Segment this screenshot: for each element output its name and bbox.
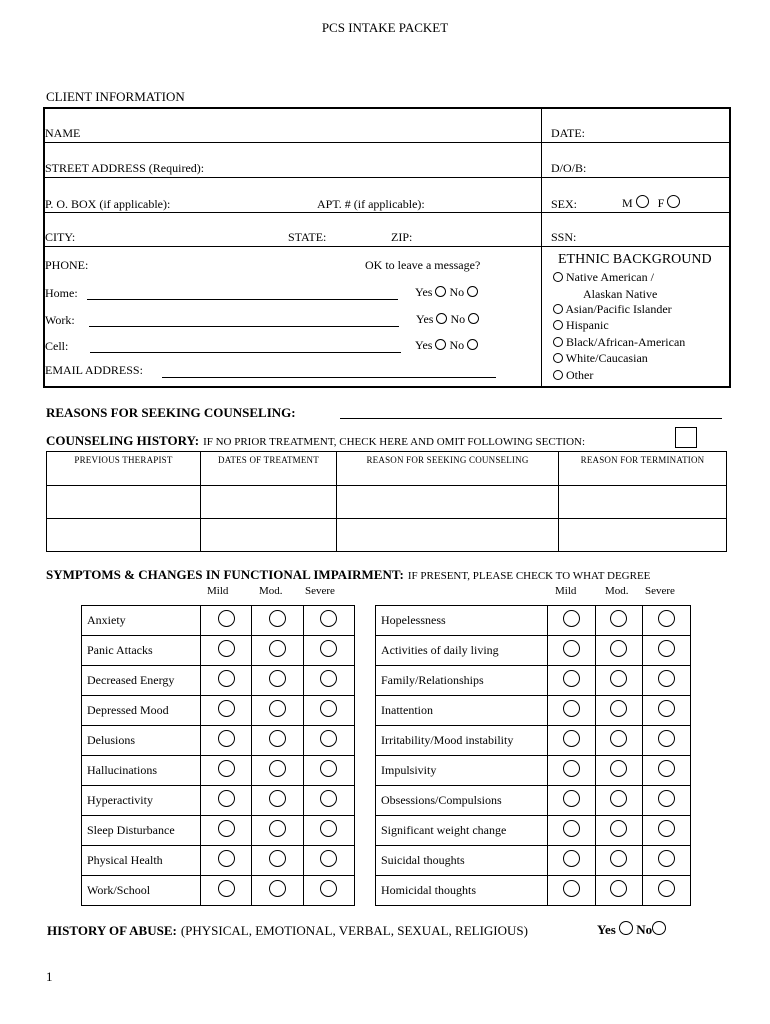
degree-cell: [595, 636, 643, 666]
degree-mod-radio[interactable]: [269, 850, 286, 867]
symptom-label: Impulsivity: [376, 756, 548, 786]
state-field[interactable]: STATE:: [288, 230, 327, 244]
page-title: PCS INTAKE PACKET: [321, 20, 449, 35]
degree-cell: [595, 816, 643, 846]
degree-mild-radio[interactable]: [563, 640, 580, 657]
table-row: [47, 486, 727, 519]
history-cell[interactable]: [47, 486, 201, 519]
degree-cell: [252, 636, 303, 666]
degree-cell: [595, 876, 643, 906]
degree-cell: [303, 696, 354, 726]
table-row: [376, 606, 691, 636]
work-no-label: No: [450, 312, 466, 326]
degree-severe-radio[interactable]: [658, 880, 675, 897]
degree-mild-radio[interactable]: [563, 820, 580, 837]
degree-severe-radio[interactable]: [658, 790, 675, 807]
degree-cell: [643, 606, 691, 636]
cell-no-radio[interactable]: [467, 339, 478, 350]
reasons-input[interactable]: [340, 418, 722, 419]
symptom-label: Sleep Disturbance: [82, 816, 201, 846]
work-yes-radio[interactable]: [436, 313, 447, 324]
degree-cell: [303, 666, 354, 696]
degree-mild-radio[interactable]: [563, 790, 580, 807]
degree-severe-radio[interactable]: [320, 820, 337, 837]
degree-cell: [200, 606, 251, 636]
degree-severe-radio[interactable]: [320, 790, 337, 807]
city-field[interactable]: CITY:: [45, 230, 76, 244]
cell-yes-label: Yes: [415, 338, 433, 352]
degree-mod-radio[interactable]: [610, 790, 627, 807]
degree-severe-radio[interactable]: [658, 610, 675, 627]
ethnic-heading: ETHNIC BACKGROUND: [558, 252, 712, 267]
degree-cell: [595, 786, 643, 816]
degree-severe-radio[interactable]: [658, 640, 675, 657]
table-row: [376, 636, 691, 666]
degree-cell: [547, 756, 595, 786]
degree-cell: [643, 816, 691, 846]
symptom-label: Hyperactivity: [82, 786, 201, 816]
degree-cell: [200, 876, 251, 906]
degree-cell: [303, 786, 354, 816]
home-phone-input[interactable]: [87, 299, 398, 300]
degree-severe-radio[interactable]: [658, 670, 675, 687]
degree-severe-radio[interactable]: [320, 640, 337, 657]
hispanic-radio[interactable]: [553, 320, 563, 330]
symptom-label: Depressed Mood: [82, 696, 201, 726]
table-row: [376, 786, 691, 816]
degree-severe-radio[interactable]: [320, 670, 337, 687]
degree-mod-radio[interactable]: [610, 610, 627, 627]
symptom-label: Obsessions/Compulsions: [376, 786, 548, 816]
history-cell[interactable]: [201, 519, 337, 552]
history-cell[interactable]: [337, 519, 559, 552]
degree-mild-right: Mild: [555, 585, 577, 597]
cell-no-label: No: [449, 338, 465, 352]
degree-cell: [547, 666, 595, 696]
home-phone-label: Home:: [45, 286, 78, 300]
history-cell[interactable]: [559, 486, 727, 519]
degree-mild-radio[interactable]: [218, 610, 235, 627]
table-row: [47, 519, 727, 552]
sex-f-label: F: [657, 196, 665, 210]
degree-severe-radio[interactable]: [658, 730, 675, 747]
degree-cell: [547, 786, 595, 816]
sex-m-label: M: [622, 196, 633, 210]
degree-severe-right: Severe: [645, 585, 675, 597]
ethnic-option-black: Black/African-American: [566, 335, 686, 349]
symptom-label: Panic Attacks: [82, 636, 201, 666]
degree-cell: [303, 816, 354, 846]
degree-mod-radio[interactable]: [610, 850, 627, 867]
table-row: [82, 726, 355, 756]
ok-message-label: OK to leave a message?: [365, 258, 481, 272]
table-row: [82, 846, 355, 876]
degree-cell: [595, 606, 643, 636]
degree-mild-radio[interactable]: [563, 670, 580, 687]
email-input[interactable]: [162, 377, 496, 378]
history-cell[interactable]: [337, 486, 559, 519]
degree-mild-radio[interactable]: [218, 640, 235, 657]
degree-cell: [303, 846, 354, 876]
degree-severe-radio[interactable]: [658, 820, 675, 837]
symptom-label: Delusions: [82, 726, 201, 756]
table-row: [82, 816, 355, 846]
symptom-label: Anxiety: [82, 606, 201, 636]
symptom-label: Physical Health: [82, 846, 201, 876]
degree-cell: [643, 756, 691, 786]
abuse-yes-radio[interactable]: [619, 921, 633, 935]
degree-cell: [595, 696, 643, 726]
cell-yes-radio[interactable]: [435, 339, 446, 350]
symptoms-label: SYMPTOMS & CHANGES IN FUNCTIONAL IMPAIRMENT:: [46, 567, 404, 582]
table-row: [82, 696, 355, 726]
ethnic-option-asian: Asian/Pacific Islander: [565, 302, 672, 316]
degree-cell: [200, 726, 251, 756]
degree-cell: [252, 846, 303, 876]
history-note: IF NO PRIOR TREATMENT, CHECK HERE AND OMIT FOLLOWING SECTION:: [203, 436, 586, 448]
degree-mod-left: Mod.: [259, 585, 283, 597]
symptom-label: Irritability/Mood instability: [376, 726, 548, 756]
sex-label: SEX:: [551, 197, 578, 211]
home-yes-label: Yes: [415, 285, 433, 299]
degree-mild-radio[interactable]: [218, 670, 235, 687]
degree-cell: [200, 756, 251, 786]
history-cell[interactable]: [47, 519, 201, 552]
degree-mod-radio[interactable]: [610, 700, 627, 717]
asian-radio[interactable]: [553, 304, 563, 314]
history-table: [46, 451, 727, 552]
degree-cell: [303, 726, 354, 756]
degree-cell: [547, 636, 595, 666]
cell-phone-label: Cell:: [45, 339, 69, 353]
degree-cell: [547, 606, 595, 636]
table-row: [82, 636, 355, 666]
degree-mod-radio[interactable]: [610, 730, 627, 747]
degree-mild-radio[interactable]: [563, 850, 580, 867]
degree-cell: [595, 846, 643, 876]
table-row: [82, 756, 355, 786]
ethnic-option-other: Other: [566, 368, 594, 382]
work-no-radio[interactable]: [468, 313, 479, 324]
degree-severe-radio[interactable]: [320, 700, 337, 717]
native-american-radio[interactable]: [553, 272, 563, 282]
ethnic-option-white: White/Caucasian: [565, 351, 648, 365]
table-row: [376, 846, 691, 876]
degree-cell: [200, 636, 251, 666]
degree-cell: [547, 726, 595, 756]
abuse-label: HISTORY OF ABUSE:: [47, 923, 177, 938]
degree-mod-radio[interactable]: [610, 640, 627, 657]
degree-mild-radio[interactable]: [218, 820, 235, 837]
ssn-field[interactable]: SSN:: [551, 230, 577, 244]
symptoms-note: IF PRESENT, PLEASE CHECK TO WHAT DEGREE: [407, 570, 651, 582]
degree-cell: [200, 696, 251, 726]
work-phone-input[interactable]: [89, 326, 399, 327]
degree-mod-radio[interactable]: [269, 880, 286, 897]
degree-severe-left: Severe: [305, 585, 335, 597]
degree-mild-radio[interactable]: [563, 760, 580, 777]
degree-severe-radio[interactable]: [320, 880, 337, 897]
degree-severe-radio[interactable]: [320, 730, 337, 747]
degree-cell: [643, 876, 691, 906]
degree-cell: [200, 846, 251, 876]
history-label: COUNSELING HISTORY:: [46, 433, 200, 448]
date-field[interactable]: DATE:: [551, 126, 585, 140]
degree-mild-radio[interactable]: [563, 700, 580, 717]
home-no-radio[interactable]: [467, 286, 478, 297]
degree-mild-radio[interactable]: [218, 880, 235, 897]
degree-mod-radio[interactable]: [610, 760, 627, 777]
table-row: [376, 876, 691, 906]
table-row: [376, 816, 691, 846]
symptom-label: Suicidal thoughts: [376, 846, 548, 876]
page-number: 1: [46, 969, 53, 984]
symptom-label: Work/School: [82, 876, 201, 906]
degree-severe-radio[interactable]: [320, 850, 337, 867]
reasons-label: REASONS FOR SEEKING COUNSELING:: [46, 405, 296, 420]
degree-mod-radio[interactable]: [269, 700, 286, 717]
degree-mild-radio[interactable]: [563, 880, 580, 897]
degree-severe-radio[interactable]: [320, 760, 337, 777]
degree-cell: [303, 756, 354, 786]
degree-mild-radio[interactable]: [218, 790, 235, 807]
degree-cell: [643, 846, 691, 876]
table-row: [376, 756, 691, 786]
degree-cell: [595, 726, 643, 756]
degree-cell: [303, 606, 354, 636]
work-phone-label: Work:: [45, 313, 75, 327]
degree-cell: [595, 756, 643, 786]
email-label: EMAIL ADDRESS:: [45, 363, 143, 377]
home-no-label: No: [449, 285, 465, 299]
history-cell[interactable]: [201, 486, 337, 519]
abuse-no-label: No: [636, 922, 653, 937]
table-row: [82, 876, 355, 906]
degree-cell: [643, 666, 691, 696]
table-row: [376, 726, 691, 756]
degree-mod-radio[interactable]: [269, 790, 286, 807]
apt-field[interactable]: APT. # (if applicable):: [317, 197, 425, 211]
history-col-therapist: PREVIOUS THERAPIST: [74, 455, 173, 465]
degree-cell: [547, 696, 595, 726]
degree-cell: [643, 726, 691, 756]
degree-severe-radio[interactable]: [658, 700, 675, 717]
degree-mild-left: Mild: [207, 585, 229, 597]
degree-mod-radio[interactable]: [610, 820, 627, 837]
symptom-label: Inattention: [376, 696, 548, 726]
symptom-label: Hallucinations: [82, 756, 201, 786]
home-yes-radio[interactable]: [435, 286, 446, 297]
table-row: [376, 696, 691, 726]
degree-mod-radio[interactable]: [269, 610, 286, 627]
history-col-dates: DATES OF TREATMENT: [218, 455, 319, 465]
degree-cell: [643, 636, 691, 666]
degree-cell: [303, 876, 354, 906]
table-row: [82, 666, 355, 696]
degree-mod-radio[interactable]: [610, 880, 627, 897]
symptoms-table-left: [81, 605, 355, 906]
street-address-field[interactable]: STREET ADDRESS (Required):: [45, 161, 205, 175]
zip-field[interactable]: ZIP:: [391, 230, 413, 244]
symptom-label: Hopelessness: [376, 606, 548, 636]
degree-cell: [200, 786, 251, 816]
degree-cell: [252, 876, 303, 906]
degree-mild-radio[interactable]: [218, 760, 235, 777]
table-row: [82, 606, 355, 636]
degree-mild-radio[interactable]: [218, 700, 235, 717]
ethnic-option-native: Native American /: [566, 270, 654, 284]
white-radio[interactable]: [553, 353, 563, 363]
no-prior-treatment-checkbox[interactable]: [675, 427, 697, 448]
degree-mild-radio[interactable]: [563, 730, 580, 747]
degree-severe-radio[interactable]: [320, 610, 337, 627]
degree-cell: [547, 846, 595, 876]
symptom-label: Family/Relationships: [376, 666, 548, 696]
degree-cell: [200, 816, 251, 846]
table-row: [82, 786, 355, 816]
name-field[interactable]: NAME: [45, 126, 81, 140]
degree-mod-radio[interactable]: [269, 730, 286, 747]
ethnic-option-alaskan: Alaskan Native: [583, 287, 658, 301]
degree-cell: [303, 636, 354, 666]
ethnic-option-hispanic: Hispanic: [566, 318, 609, 332]
degree-mild-radio[interactable]: [218, 730, 235, 747]
degree-cell: [547, 816, 595, 846]
history-col-reason: REASON FOR SEEKING COUNSELING: [366, 455, 529, 465]
work-yes-label: Yes: [416, 312, 434, 326]
symptom-label: Decreased Energy: [82, 666, 201, 696]
degree-mod-radio[interactable]: [269, 670, 286, 687]
degree-cell: [643, 786, 691, 816]
cell-phone-input[interactable]: [90, 352, 401, 353]
sex-f-radio[interactable]: [667, 195, 680, 208]
degree-mod-radio[interactable]: [269, 640, 286, 657]
abuse-no-radio[interactable]: [652, 921, 666, 935]
degree-cell: [252, 696, 303, 726]
symptom-label: Significant weight change: [376, 816, 548, 846]
degree-mod-radio[interactable]: [269, 760, 286, 777]
dob-field[interactable]: D/O/B:: [551, 161, 587, 175]
degree-cell: [547, 876, 595, 906]
degree-mod-radio[interactable]: [269, 820, 286, 837]
degree-cell: [595, 666, 643, 696]
degree-mild-radio[interactable]: [218, 850, 235, 867]
table-row: [376, 666, 691, 696]
degree-cell: [252, 726, 303, 756]
po-box-field[interactable]: P. O. BOX (if applicable):: [45, 197, 171, 211]
degree-cell: [252, 756, 303, 786]
degree-cell: [200, 666, 251, 696]
history-col-termination: REASON FOR TERMINATION: [580, 455, 705, 465]
symptom-label: Activities of daily living: [376, 636, 548, 666]
degree-cell: [252, 786, 303, 816]
sex-m-radio[interactable]: [636, 195, 649, 208]
degree-cell: [252, 816, 303, 846]
symptom-label: Homicidal thoughts: [376, 876, 548, 906]
degree-cell: [252, 606, 303, 636]
symptoms-table-right: [375, 605, 691, 906]
history-cell[interactable]: [559, 519, 727, 552]
abuse-yes-label: Yes: [597, 922, 616, 937]
degree-cell: [643, 696, 691, 726]
degree-severe-radio[interactable]: [658, 850, 675, 867]
degree-mild-radio[interactable]: [563, 610, 580, 627]
degree-severe-radio[interactable]: [658, 760, 675, 777]
phone-label: PHONE:: [45, 258, 89, 272]
degree-cell: [252, 666, 303, 696]
other-radio[interactable]: [553, 370, 563, 380]
degree-mod-right: Mod.: [605, 585, 629, 597]
degree-mod-radio[interactable]: [610, 670, 627, 687]
abuse-note: (PHYSICAL, EMOTIONAL, VERBAL, SEXUAL, RELIGIOUS): [180, 923, 528, 938]
client-info-heading: CLIENT INFORMATION: [46, 89, 185, 104]
black-radio[interactable]: [553, 337, 563, 347]
